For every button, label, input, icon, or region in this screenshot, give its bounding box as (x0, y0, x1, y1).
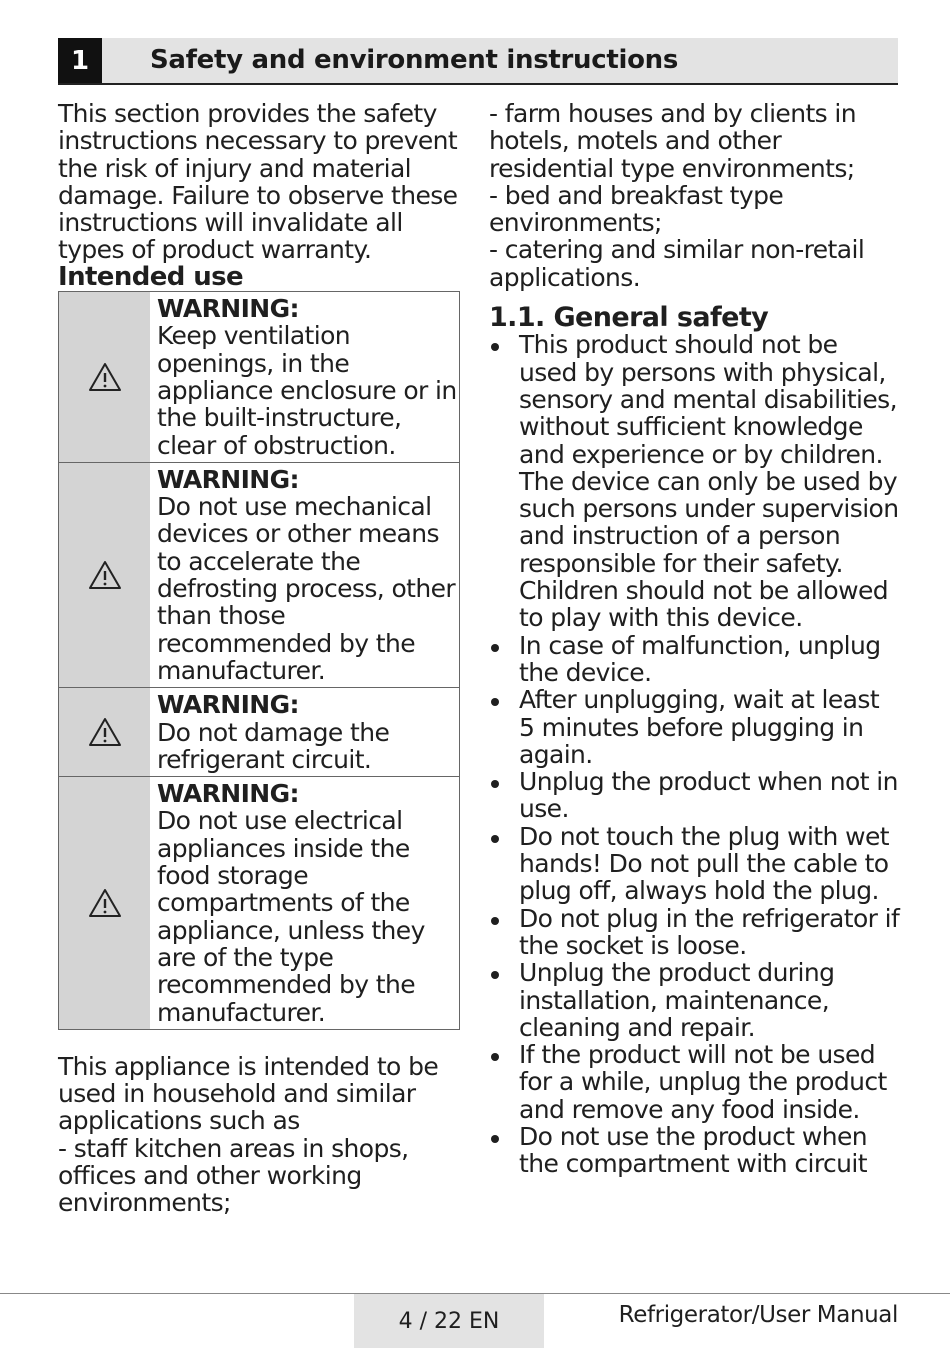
left-column (58, 100, 463, 1217)
warning-triangle-icon (59, 292, 150, 462)
usage-item: - farm houses and by clients in hotels, motels and other residential type environments; (489, 99, 857, 183)
warning-text: Do not damage the refrigerant circuit. (157, 717, 390, 774)
section-header (58, 38, 898, 85)
warning-row (59, 463, 459, 688)
warning-triangle-icon (59, 777, 150, 1029)
list-item: After unplugging, wait at least 5 minutes before plugging in again. (489, 686, 901, 768)
intro-paragraph: This section provides the safety instructions necessary to prevent the risk of injury and material damage. Failure to observe these instructions will invalidate all types of product warranty. (58, 99, 458, 265)
warning-triangle-icon (59, 463, 150, 687)
warning-title: WARNING: (157, 779, 299, 809)
section-number: 1 (58, 38, 102, 83)
list-item: If the product will not be used for a while, unplug the product and remove any food inside. (489, 1041, 901, 1123)
right-column (489, 100, 901, 1178)
warning-triangle-icon (59, 688, 150, 776)
list-item: Do not touch the plug with wet hands! Do not pull the cable to plug off, always hold the plug. (489, 823, 901, 905)
warning-text: Keep ventilation openings, in the appliance enclosure or in the built-instructure, clear of obstruction. (157, 321, 457, 460)
usage-item: - staff kitchen areas in shops, offices and other working environments; (58, 1133, 409, 1218)
section-title: Safety and environment instructions (150, 45, 679, 75)
list-item: Do not use the product when the compartment with circuit (489, 1123, 901, 1178)
safety-bullet-list (489, 331, 901, 1177)
usage-item: - bed and breakfast type environments; (489, 180, 784, 238)
warning-row (59, 777, 459, 1030)
warning-text-cell (150, 688, 459, 776)
list-item: Unplug the product when not in use. (489, 768, 901, 823)
warning-table (58, 291, 460, 1030)
manual-title: Refrigerator/User Manual (618, 1302, 898, 1328)
list-item: This product should not be used by persons with physical, sensory and mental disabilities, without sufficient knowledge and experience or by children. The device can only be used by such persons under supervision and instruction of a person responsible for their safety. Children should not be allowed to play with this device. (489, 331, 901, 631)
list-item: Do not plug in the refrigerator if the socket is loose. (489, 905, 901, 960)
warning-text-cell (150, 292, 459, 462)
warning-title: WARNING: (157, 294, 299, 324)
warning-text: Do not use mechanical devices or other means to accelerate the defrosting process, other than those recommended by the manufacturer. (157, 492, 456, 685)
warning-text-cell (150, 777, 459, 1029)
intended-use-heading: Intended use (58, 261, 244, 292)
list-item: In case of malfunction, unplug the device. (489, 632, 901, 687)
warning-row (59, 688, 459, 777)
warning-row (59, 292, 459, 463)
usage-item: - catering and similar non-retail applications. (489, 235, 865, 292)
general-safety-heading: 1.1. General safety (489, 302, 769, 334)
page-number: 4 / 22 EN (354, 1294, 544, 1348)
warning-text: Do not use electrical appliances inside the food storage compartments of the appliance, unless they are of the type recommended by the manufacturer. (157, 806, 425, 1027)
warning-title: WARNING: (157, 690, 299, 720)
usage-intro: This appliance is intended to be used in household and similar applications such as (58, 1051, 439, 1136)
list-item: Unplug the product during installation, maintenance, cleaning and repair. (489, 959, 901, 1041)
warning-text-cell (150, 463, 459, 687)
warning-title: WARNING: (157, 464, 299, 494)
